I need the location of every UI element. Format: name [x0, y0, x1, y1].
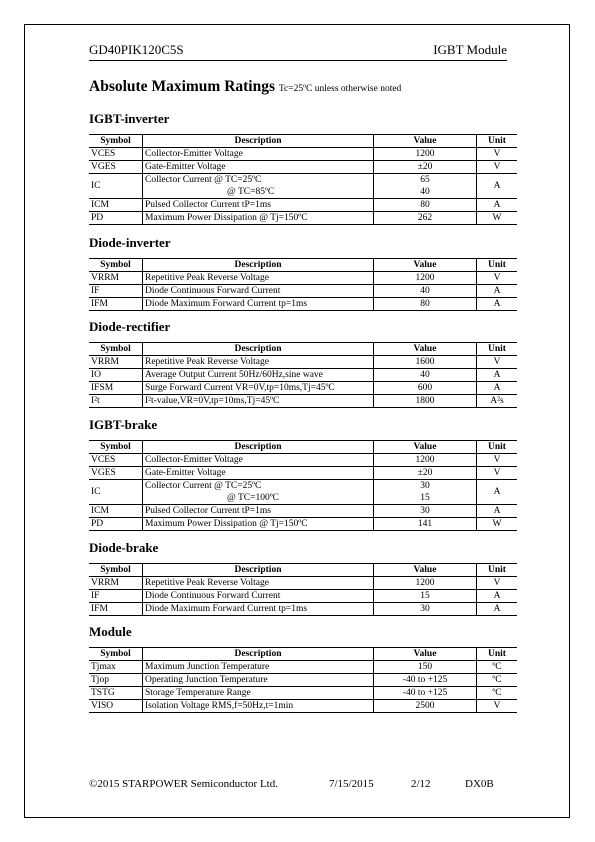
section-title: Module	[89, 624, 132, 639]
description-cell	[143, 369, 374, 382]
table-row	[89, 467, 517, 480]
value-line: 2500	[415, 701, 435, 711]
ratings-table	[89, 440, 517, 531]
page-header	[89, 42, 507, 61]
description-line: Maximum Power Dissipation @ Tj=150ºC	[145, 519, 308, 529]
value-cell	[374, 298, 477, 311]
table-row	[89, 700, 517, 713]
value-line: ±20	[417, 468, 433, 478]
table-row	[89, 212, 517, 225]
description-cell	[143, 395, 374, 408]
description-cell	[143, 661, 374, 674]
symbol-cell: I²t	[89, 395, 143, 408]
symbol-cell: VRRM	[89, 577, 143, 590]
description-line: I²t-value,VR=0V,tp=10ms,Tj=45ºC	[145, 396, 280, 406]
column-header-value: Value	[374, 564, 477, 577]
table-row	[89, 272, 517, 285]
column-header-value: Value	[374, 259, 477, 272]
unit-cell: V	[477, 577, 518, 590]
description-cell	[143, 674, 374, 687]
table-row	[89, 590, 517, 603]
value-line: 30	[420, 481, 430, 491]
column-header-symbol: Symbol	[89, 648, 143, 661]
table-row	[89, 174, 517, 199]
unit-cell: A	[477, 199, 518, 212]
value-line: 1600	[415, 357, 435, 367]
description-cell	[143, 272, 374, 285]
value-cell	[374, 212, 477, 225]
column-header-description: Description	[143, 564, 374, 577]
value-cell	[374, 161, 477, 174]
column-header-symbol: Symbol	[89, 343, 143, 356]
value-line: 30	[420, 506, 430, 516]
table-row	[89, 369, 517, 382]
column-header-description: Description	[143, 441, 374, 454]
symbol-cell: IF	[89, 590, 143, 603]
symbol-cell: ICM	[89, 505, 143, 518]
description-cell	[143, 285, 374, 298]
description-line: Repetitive Peak Reverse Voltage	[145, 273, 269, 283]
symbol-cell: ICM	[89, 199, 143, 212]
column-header-value: Value	[374, 648, 477, 661]
value-cell	[374, 174, 477, 199]
section-title: Diode-brake	[89, 540, 159, 555]
symbol-cell: IO	[89, 369, 143, 382]
footer-page: 2/12	[411, 778, 431, 790]
ratings-table	[89, 134, 517, 225]
description-line: Diode Continuous Forward Current	[145, 286, 281, 296]
column-header-unit: Unit	[477, 135, 518, 148]
unit-cell: A	[477, 298, 518, 311]
column-header-unit: Unit	[477, 259, 518, 272]
value-line-2: 15	[420, 493, 430, 503]
section-title: Diode-rectifier	[89, 319, 171, 334]
description-cell	[143, 298, 374, 311]
table-row	[89, 603, 517, 616]
value-cell	[374, 356, 477, 369]
description-cell	[143, 577, 374, 590]
unit-cell: A	[477, 382, 518, 395]
table-header-row	[89, 441, 517, 454]
unit-cell: A	[477, 174, 518, 199]
description-cell	[143, 700, 374, 713]
table-row	[89, 687, 517, 700]
value-line: 30	[420, 604, 430, 614]
footer-revision: DX0B	[465, 778, 494, 790]
description-cell	[143, 356, 374, 369]
value-cell	[374, 518, 477, 531]
unit-cell: A	[477, 285, 518, 298]
page-title	[89, 78, 401, 96]
symbol-cell: TSTG	[89, 687, 143, 700]
symbol-cell: IFM	[89, 603, 143, 616]
description-cell	[143, 199, 374, 212]
symbol-cell: Tjmax	[89, 661, 143, 674]
symbol-cell: VISO	[89, 700, 143, 713]
column-header-value: Value	[374, 441, 477, 454]
table-row	[89, 356, 517, 369]
description-cell	[143, 518, 374, 531]
value-line: 141	[417, 519, 433, 529]
table-row	[89, 161, 517, 174]
value-line-2: 40	[420, 187, 430, 197]
value-line: 80	[420, 200, 430, 210]
description-line: Average Output Current 50Hz/60Hz,sine wave	[145, 370, 323, 380]
value-cell	[374, 687, 477, 700]
description-line: Repetitive Peak Reverse Voltage	[145, 578, 269, 588]
value-cell	[374, 505, 477, 518]
ratings-table	[89, 563, 517, 616]
value-line: -40 to +125	[402, 688, 448, 698]
table-row	[89, 518, 517, 531]
symbol-cell: VGES	[89, 467, 143, 480]
table-row	[89, 674, 517, 687]
description-line: Storage Temperature Range	[145, 688, 251, 698]
value-line: 15	[420, 591, 430, 601]
description-cell	[143, 603, 374, 616]
section-title: Diode-inverter	[89, 235, 171, 250]
value-line: 262	[417, 213, 433, 223]
description-line: Diode Continuous Forward Current	[145, 591, 281, 601]
symbol-cell: IC	[89, 480, 143, 505]
description-line: Collector Current @ TC=25ºC	[145, 481, 262, 491]
table-row	[89, 148, 517, 161]
value-line: 1200	[415, 149, 435, 159]
value-cell	[374, 480, 477, 505]
description-line: Pulsed Collector Current tP=1ms	[145, 506, 271, 516]
symbol-cell: VCES	[89, 148, 143, 161]
column-header-description: Description	[143, 135, 374, 148]
symbol-cell: IF	[89, 285, 143, 298]
description-line: Diode Maximum Forward Current tp=1ms	[145, 604, 308, 614]
table-header-row	[89, 648, 517, 661]
value-cell	[374, 369, 477, 382]
table-row	[89, 661, 517, 674]
description-line-2: @ TC=100ºC	[227, 493, 279, 503]
value-cell	[374, 272, 477, 285]
symbol-cell: VGES	[89, 161, 143, 174]
value-line: 600	[417, 383, 433, 393]
column-header-symbol: Symbol	[89, 441, 143, 454]
ratings-table	[89, 647, 517, 713]
table-row	[89, 285, 517, 298]
unit-cell: ºC	[477, 661, 518, 674]
unit-cell: A²s	[477, 395, 518, 408]
value-line: 65	[420, 175, 430, 185]
table-header-row	[89, 259, 517, 272]
column-header-description: Description	[143, 648, 374, 661]
value-line: 1200	[415, 455, 435, 465]
unit-cell: V	[477, 272, 518, 285]
description-line: Diode Maximum Forward Current tp=1ms	[145, 299, 308, 309]
unit-cell: A	[477, 505, 518, 518]
description-cell	[143, 212, 374, 225]
section-title: IGBT-inverter	[89, 111, 170, 126]
table-row	[89, 382, 517, 395]
column-header-unit: Unit	[477, 648, 518, 661]
table-header-row	[89, 564, 517, 577]
symbol-cell: IFSM	[89, 382, 143, 395]
description-line: Collector Current @ TC=25ºC	[145, 175, 262, 185]
value-line: 150	[417, 662, 433, 672]
unit-cell: V	[477, 356, 518, 369]
value-line: -40 to +125	[402, 675, 448, 685]
value-line: 40	[420, 286, 430, 296]
part-number: GD40PIK120C5S	[89, 42, 184, 57]
value-cell	[374, 577, 477, 590]
ratings-table	[89, 258, 517, 311]
value-cell	[374, 661, 477, 674]
unit-cell: ºC	[477, 687, 518, 700]
unit-cell: A	[477, 603, 518, 616]
unit-cell: V	[477, 454, 518, 467]
column-header-value: Value	[374, 343, 477, 356]
description-line: Surge Forward Current VR=0V,tp=10ms,Tj=45ºC	[145, 383, 335, 393]
value-cell	[374, 674, 477, 687]
unit-cell: V	[477, 161, 518, 174]
value-cell	[374, 603, 477, 616]
table-row	[89, 395, 517, 408]
description-line: Collector-Emitter Voltage	[145, 149, 243, 159]
column-header-description: Description	[143, 259, 374, 272]
column-header-symbol: Symbol	[89, 564, 143, 577]
column-header-unit: Unit	[477, 441, 518, 454]
unit-cell: V	[477, 148, 518, 161]
column-header-value: Value	[374, 135, 477, 148]
description-line: Pulsed Collector Current tP=1ms	[145, 200, 271, 210]
description-cell	[143, 161, 374, 174]
unit-cell: V	[477, 467, 518, 480]
column-header-description: Description	[143, 343, 374, 356]
unit-cell: A	[477, 590, 518, 603]
description-line: Gate-Emitter Voltage	[145, 162, 226, 172]
description-cell	[143, 687, 374, 700]
value-line: 1200	[415, 578, 435, 588]
table-row	[89, 505, 517, 518]
value-cell	[374, 382, 477, 395]
description-line: Collector-Emitter Voltage	[145, 455, 243, 465]
description-line: Repetitive Peak Reverse Voltage	[145, 357, 269, 367]
unit-cell: A	[477, 480, 518, 505]
description-cell	[143, 467, 374, 480]
value-line: ±20	[417, 162, 433, 172]
unit-cell: W	[477, 518, 518, 531]
value-line: 1200	[415, 273, 435, 283]
value-cell	[374, 590, 477, 603]
section-title: IGBT-brake	[89, 417, 158, 432]
symbol-cell: Tjop	[89, 674, 143, 687]
footer-date: 7/15/2015	[329, 778, 374, 790]
value-cell	[374, 395, 477, 408]
column-header-unit: Unit	[477, 343, 518, 356]
description-line: Maximum Power Dissipation @ Tj=150ºC	[145, 213, 308, 223]
unit-cell: ºC	[477, 674, 518, 687]
description-cell	[143, 480, 374, 505]
table-header-row	[89, 343, 517, 356]
value-cell	[374, 700, 477, 713]
title-note: Tc=25ºC unless otherwise noted	[278, 84, 402, 94]
unit-cell: W	[477, 212, 518, 225]
table-row	[89, 298, 517, 311]
description-cell	[143, 382, 374, 395]
value-cell	[374, 148, 477, 161]
symbol-cell: IFM	[89, 298, 143, 311]
description-cell	[143, 148, 374, 161]
description-cell	[143, 454, 374, 467]
symbol-cell: VRRM	[89, 356, 143, 369]
description-cell	[143, 174, 374, 199]
symbol-cell: VCES	[89, 454, 143, 467]
unit-cell: V	[477, 700, 518, 713]
description-line: Isolation Voltage RMS,f=50Hz,t=1min	[145, 701, 294, 711]
table-row	[89, 480, 517, 505]
symbol-cell: VRRM	[89, 272, 143, 285]
description-line-2: @ TC=85ºC	[227, 187, 275, 197]
unit-cell: A	[477, 369, 518, 382]
column-header-symbol: Symbol	[89, 259, 143, 272]
value-line: 1800	[415, 396, 435, 406]
description-cell	[143, 505, 374, 518]
footer-copyright: ©2015 STARPOWER Semiconductor Ltd.	[89, 778, 278, 790]
table-row	[89, 577, 517, 590]
symbol-cell: IC	[89, 174, 143, 199]
table-header-row	[89, 135, 517, 148]
value-cell	[374, 285, 477, 298]
table-row	[89, 199, 517, 212]
ratings-table	[89, 342, 517, 408]
title-main: Absolute Maximum Ratings	[89, 78, 276, 95]
description-cell	[143, 590, 374, 603]
column-header-unit: Unit	[477, 564, 518, 577]
table-row	[89, 454, 517, 467]
value-cell	[374, 454, 477, 467]
description-line: Gate-Emitter Voltage	[145, 468, 226, 478]
value-cell	[374, 467, 477, 480]
document-type: IGBT Module	[433, 42, 507, 57]
value-cell	[374, 199, 477, 212]
description-line: Operating Junction Temperature	[145, 675, 268, 685]
symbol-cell: PD	[89, 212, 143, 225]
symbol-cell: PD	[89, 518, 143, 531]
description-line: Maximum Junction Temperature	[145, 662, 270, 672]
column-header-symbol: Symbol	[89, 135, 143, 148]
value-line: 80	[420, 299, 430, 309]
value-line: 40	[420, 370, 430, 380]
